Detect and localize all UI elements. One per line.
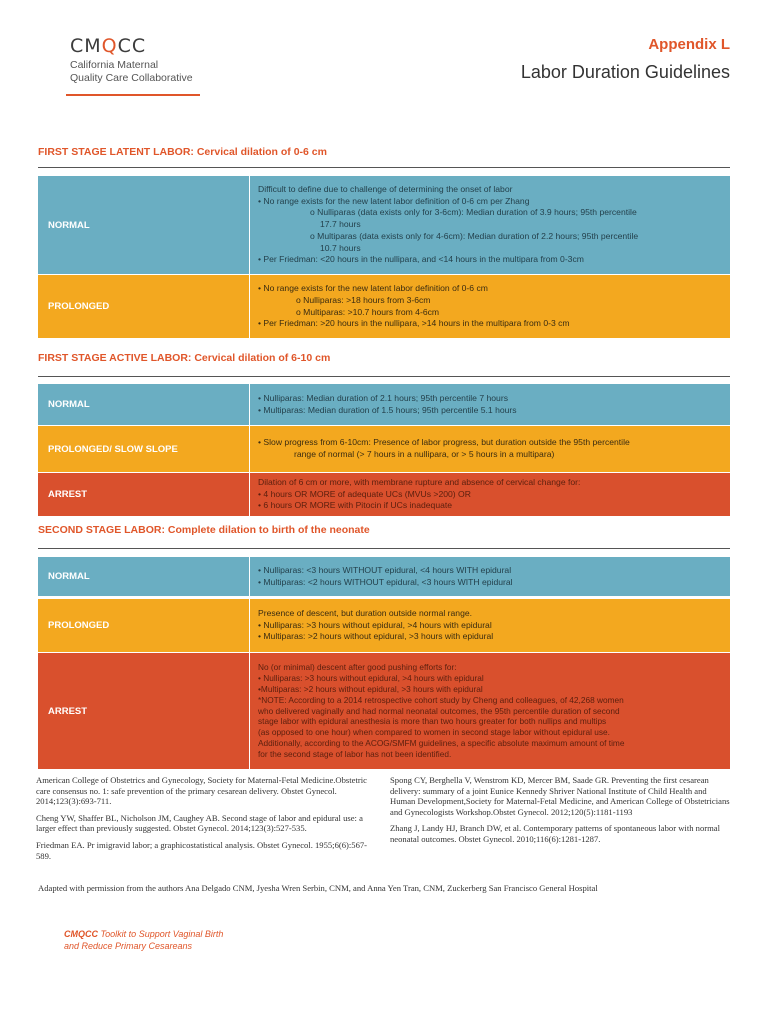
row-line: •Multiparas: >2 hours without epidural, >3 hours with epidural	[258, 684, 483, 694]
row-line: • Per Friedman: >20 hours in the nullipara, >14 hours in the multipara from 0-3 cm	[258, 318, 570, 329]
row-line: 10.7 hours	[320, 242, 361, 253]
logo-line-2: Quality Care Collaborative	[70, 71, 193, 84]
row-line: • 4 hours OR MORE of adequate UCs (MVUs >200) OR	[258, 488, 471, 499]
row-line: Additionally, according to the ACOG/SMFM guidelines, a specific absolute maximum amount of time	[258, 737, 625, 748]
row-line: 17.7 hours	[320, 219, 361, 230]
row-line: (as opposed to one hour) when compared to women in second stage labor without epidural use.	[258, 727, 610, 738]
reference-item: American College of Obstetrics and Gynecology, Society for Maternal-Fetal Medicine.Obstetric care consensus no. 1: safe prevention of the primary cesarean delivery. Obstet Gynecol. 2014;123(3):693-711.	[36, 775, 367, 807]
row-line: • Nulliparas: <3 hours WITHOUT epidural, <4 hours WITH epidural	[258, 564, 512, 575]
row-line: • No range exists for the new latent labor definition of 0-6 cm per Zhang	[258, 195, 530, 206]
section-divider	[38, 548, 730, 549]
row-content	[250, 275, 730, 338]
logo-mark: CMQCC	[70, 35, 147, 57]
reference-item: Spong CY, Berghella V, Wenstrom KD, Mercer BM, Saade GR. Preventing the first cesarean delivery: summary of a joint Eunice Kennedy Shriver National Institute of Child Health and Human Development,Society for Maternal-Fetal Medicine, and American College of Obstetricians and Gynecologists Workshop.Obstet Gynecol. 2012;120(5):1181-1193	[390, 775, 730, 817]
row-line: stage labor with epidural anesthesia is more than two hours greater for both nullips and multips	[258, 716, 607, 727]
row-line: for the second stage of labor has not been identified.	[258, 748, 452, 759]
row-line: • Nulliparas: Median duration of 2.1 hours; 95th percentile 7 hours	[258, 392, 508, 403]
row-label: NORMAL	[38, 557, 250, 596]
row-line: who delivered vaginally and had normal neonatal outcomes, the 95th percentile duration of second	[258, 705, 620, 716]
row-content	[250, 473, 730, 516]
row-line: • 6 hours OR MORE with Pitocin if UCs inadequate	[258, 500, 453, 511]
table-row-active-normal	[38, 383, 730, 425]
references-left	[36, 775, 376, 867]
row-line: *NOTE: According to a 2014 retrospective cohort study by Cheng and colleagues, of 42,268 women	[258, 694, 624, 705]
section-title-second-stage: SECOND STAGE LABOR: Complete dilation to birth of the neonate	[38, 524, 370, 536]
row-line: • Per Friedman: <20 hours in the nullipara, and <14 hours in the multipara from 0-3cm	[258, 254, 584, 265]
section-divider	[38, 376, 730, 377]
row-line: Dilation of 6 cm or more, with membrane rupture and absence of cervical change for:	[258, 476, 581, 487]
footer-line-1	[64, 928, 223, 940]
row-line: Presence of descent, but duration outside normal range.	[258, 607, 473, 618]
row-label: NORMAL	[38, 176, 250, 274]
row-line: • Nulliparas: >3 hours without epidural, >4 hours with epidural	[258, 673, 484, 684]
logo-line-1: California Maternal	[70, 59, 159, 71]
row-line: range of normal (> 7 hours in a nullipara, or > 5 hours in a multipara)	[294, 449, 555, 459]
table-row-second-arrest	[38, 652, 730, 769]
row-content	[250, 653, 730, 769]
row-line: • Multiparas: Median duration of 1.5 hours; 95th percentile 5.1 hours	[258, 404, 517, 415]
table-row-active-prolonged	[38, 425, 730, 472]
row-label: NORMAL	[38, 384, 250, 425]
reference-item: Zhang J, Landy HJ, Branch DW, et al. Contemporary patterns of spontaneous labor with normal neonatal outcomes. Obstet Gynecol. 2010;116(6):1281-1287.	[390, 823, 720, 844]
row-line: o Multiparas (data exists only for 4-6cm): Median duration of 2.2 hours; 95th percentile	[310, 230, 639, 241]
reference-item: Cheng YW, Shaffer BL, Nicholson JM, Caughey AB. Second stage of labor and epidural use: a larger effect than previously suggested. Obstet Gynecol. 2014;123(3):527-535.	[36, 812, 363, 834]
row-label: PROLONGED	[38, 599, 250, 652]
row-content	[250, 176, 730, 274]
footer-line-1-text: Toolkit to Support Vaginal Birth	[98, 929, 224, 939]
footer-toolkit	[64, 928, 223, 952]
table-row-latent-prolonged	[38, 274, 730, 338]
section-divider	[38, 167, 730, 168]
logo-divider	[66, 94, 200, 96]
row-label: PROLONGED/ SLOW SLOPE	[38, 426, 250, 472]
row-line: Difficult to define due to challenge of determining the onset of labor	[258, 183, 513, 194]
table-row-second-prolonged	[38, 598, 730, 652]
section-title-latent: FIRST STAGE LATENT LABOR: Cervical dilation of 0-6 cm	[38, 146, 327, 158]
table-row-second-normal	[38, 556, 730, 596]
row-line: • Nulliparas: >3 hours without epidural, >4 hours with epidural	[258, 619, 492, 630]
row-line: • No range exists for the new latent labor definition of 0-6 cm	[258, 282, 488, 293]
footer-line-2: and Reduce Primary Cesareans	[64, 941, 193, 951]
row-line: No (or minimal) descent after good pushing efforts for:	[258, 662, 457, 673]
row-line: • Multiparas: <2 hours WITHOUT epidural, <3 hours WITH epidural	[258, 576, 513, 587]
row-content	[250, 384, 730, 425]
section-title-active: FIRST STAGE ACTIVE LABOR: Cervical dilation of 6-10 cm	[38, 352, 331, 364]
row-line: o Multiparas: >10.7 hours from 4-6cm	[296, 306, 440, 317]
row-label: PROLONGED	[38, 275, 250, 338]
appendix-label: Appendix L	[648, 36, 730, 53]
row-line: o Nulliparas (data exists only for 3-6cm): Median duration of 3.9 hours; 95th percentile	[310, 207, 637, 218]
row-label: ARREST	[38, 653, 250, 769]
row-content	[250, 557, 730, 596]
row-line: • Slow progress from 6-10cm: Presence of labor progress, but duration outside the 95th percentile	[258, 437, 630, 448]
table-row-active-arrest	[38, 472, 730, 516]
adapted-credit: Adapted with permission from the authors Ana Delgado CNM, Jyesha Wren Serbin, CNM, and Anna Yen Tran, CNM, Zuckerberg San Francisco General Hospital	[38, 883, 598, 893]
row-content	[250, 599, 730, 652]
cmqcc-logo	[70, 36, 210, 84]
row-line: o Nulliparas: >18 hours from 3-6cm	[296, 294, 431, 305]
footer-brand: CMQCC	[64, 929, 98, 939]
row-line: • Multiparas: >2 hours without epidural, >3 hours with epidural	[258, 631, 494, 642]
references-right	[390, 775, 730, 851]
table-row-latent-normal	[38, 175, 730, 274]
row-content	[250, 426, 730, 472]
row-label: ARREST	[38, 473, 250, 516]
reference-item: Friedman EA. Pr imigravid labor; a graphicostatistical analysis. Obstet Gynecol. 1955;6(6):567-589.	[36, 839, 368, 861]
page-title: Labor Duration Guidelines	[520, 62, 730, 82]
